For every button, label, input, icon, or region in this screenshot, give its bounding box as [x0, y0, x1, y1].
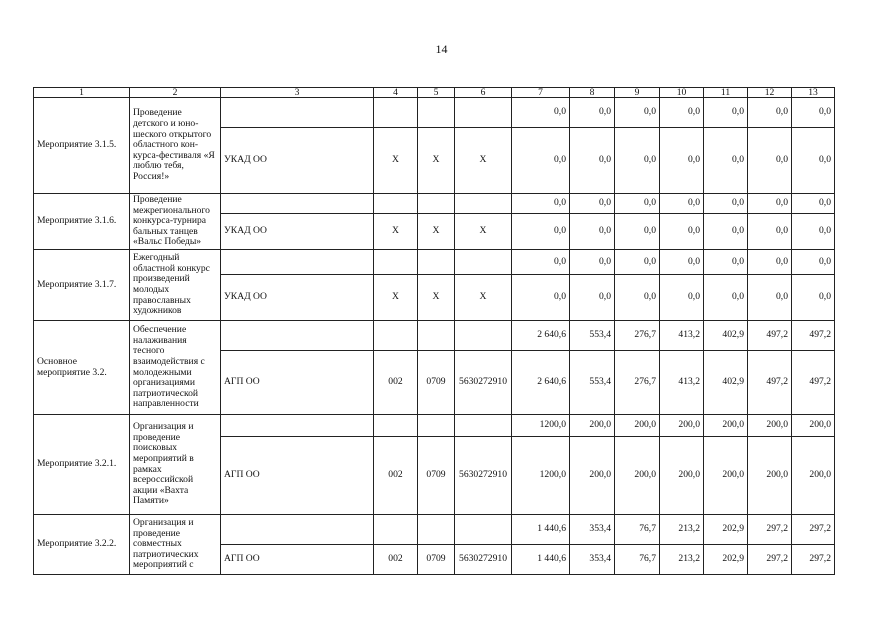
value-cell: 0,0: [704, 275, 748, 321]
header-cell: 7: [512, 88, 570, 98]
value-cell: 497,2: [748, 321, 792, 351]
grbs-cell: 002: [374, 545, 418, 575]
table-row: [34, 250, 835, 275]
header-cell: 1: [34, 88, 130, 98]
event-name-cell: Ежегодный областной конкурс произведений молодых православных художников: [130, 250, 221, 321]
header-cell: 10: [660, 88, 704, 98]
rzpr-cell-empty: [418, 250, 455, 275]
rzpr-cell: X: [418, 214, 455, 250]
value-cell: 200,0: [660, 437, 704, 515]
csr-cell-empty: [455, 515, 512, 545]
value-cell: 402,9: [704, 351, 748, 415]
rzpr-cell-empty: [418, 194, 455, 214]
value-cell: 0,0: [704, 194, 748, 214]
value-cell: 1 440,6: [512, 515, 570, 545]
value-cell: 0,0: [792, 128, 835, 194]
event-code-cell: Мероприятие 3.2.2.: [34, 515, 130, 575]
value-cell: 1 440,6: [512, 545, 570, 575]
value-cell: 0,0: [704, 214, 748, 250]
value-cell: 2 640,6: [512, 321, 570, 351]
responsible-cell: АГП ОО: [221, 351, 374, 415]
table-row: [34, 415, 835, 437]
grbs-cell-empty: [374, 194, 418, 214]
value-cell: 0,0: [615, 194, 660, 214]
value-cell: 0,0: [748, 275, 792, 321]
value-cell: 76,7: [615, 545, 660, 575]
responsible-cell: АГП ОО: [221, 545, 374, 575]
table-row: [34, 194, 835, 214]
value-cell: 497,2: [792, 351, 835, 415]
csr-cell: X: [455, 275, 512, 321]
header-cell: 2: [130, 88, 221, 98]
value-cell: 202,9: [704, 545, 748, 575]
csr-cell: 5630272910: [455, 545, 512, 575]
value-cell: 276,7: [615, 321, 660, 351]
value-cell: 0,0: [570, 250, 615, 275]
page-number: 14: [435, 42, 448, 56]
value-cell: 200,0: [792, 415, 835, 437]
value-cell: 200,0: [570, 437, 615, 515]
responsible-cell-empty: [221, 321, 374, 351]
grbs-cell-empty: [374, 250, 418, 275]
value-cell: 0,0: [660, 214, 704, 250]
value-cell: 276,7: [615, 351, 660, 415]
rzpr-cell-empty: [418, 321, 455, 351]
header-cell: 13: [792, 88, 835, 98]
responsible-cell-empty: [221, 98, 374, 128]
value-cell: 297,2: [748, 545, 792, 575]
event-code-cell: Основное мероприятие 3.2.: [34, 321, 130, 415]
value-cell: 2 640,6: [512, 351, 570, 415]
rzpr-cell-empty: [418, 515, 455, 545]
value-cell: 0,0: [512, 275, 570, 321]
value-cell: 0,0: [704, 250, 748, 275]
value-cell: 0,0: [748, 214, 792, 250]
value-cell: 0,0: [615, 214, 660, 250]
value-cell: 0,0: [792, 214, 835, 250]
grbs-cell-empty: [374, 515, 418, 545]
value-cell: 200,0: [792, 437, 835, 515]
grbs-cell: 002: [374, 437, 418, 515]
value-cell: 402,9: [704, 321, 748, 351]
header-cell: 6: [455, 88, 512, 98]
value-cell: 200,0: [704, 437, 748, 515]
value-cell: 0,0: [660, 98, 704, 128]
value-cell: 0,0: [660, 250, 704, 275]
value-cell: 0,0: [570, 275, 615, 321]
csr-cell-empty: [455, 250, 512, 275]
value-cell: 553,4: [570, 321, 615, 351]
value-cell: 0,0: [512, 128, 570, 194]
value-cell: 553,4: [570, 351, 615, 415]
value-cell: 0,0: [570, 128, 615, 194]
rzpr-cell: 0709: [418, 545, 455, 575]
table-row: [34, 321, 835, 351]
value-cell: 413,2: [660, 351, 704, 415]
grbs-cell-empty: [374, 98, 418, 128]
rzpr-cell: 0709: [418, 351, 455, 415]
responsible-cell: УКАД ОО: [221, 128, 374, 194]
event-name-cell: Обеспечение налаживания тесного взаимодействия с молодежными организациями патриотической направленности: [130, 321, 221, 415]
budget-table: [33, 87, 835, 575]
value-cell: 0,0: [512, 194, 570, 214]
value-cell: 297,2: [748, 515, 792, 545]
header-cell: 12: [748, 88, 792, 98]
event-name-cell: Организация и проведение совместных патриотических мероприятий с: [130, 515, 221, 575]
event-name-cell: Организация и проведение поисковых мероприятий в рамках всероссийской акции «Вахта Памяти»: [130, 415, 221, 515]
csr-cell-empty: [455, 194, 512, 214]
rzpr-cell: X: [418, 275, 455, 321]
value-cell: 0,0: [570, 194, 615, 214]
header-cell: 5: [418, 88, 455, 98]
value-cell: 76,7: [615, 515, 660, 545]
value-cell: 0,0: [748, 250, 792, 275]
value-cell: 297,2: [792, 515, 835, 545]
event-code-cell: Мероприятие 3.2.1.: [34, 415, 130, 515]
value-cell: 497,2: [748, 351, 792, 415]
table-row: [34, 515, 835, 545]
grbs-cell: X: [374, 275, 418, 321]
value-cell: 0,0: [748, 98, 792, 128]
responsible-cell: УКАД ОО: [221, 275, 374, 321]
responsible-cell-empty: [221, 194, 374, 214]
csr-cell-empty: [455, 321, 512, 351]
grbs-cell: X: [374, 128, 418, 194]
event-code-cell: Мероприятие 3.1.6.: [34, 194, 130, 250]
header-cell: 8: [570, 88, 615, 98]
value-cell: 0,0: [704, 98, 748, 128]
value-cell: 297,2: [792, 545, 835, 575]
header-cell: 9: [615, 88, 660, 98]
value-cell: 200,0: [748, 415, 792, 437]
rzpr-cell-empty: [418, 98, 455, 128]
grbs-cell: 002: [374, 351, 418, 415]
rzpr-cell: 0709: [418, 437, 455, 515]
value-cell: 0,0: [615, 98, 660, 128]
value-cell: 0,0: [615, 250, 660, 275]
value-cell: 0,0: [615, 128, 660, 194]
event-code-cell: Мероприятие 3.1.7.: [34, 250, 130, 321]
value-cell: 1200,0: [512, 415, 570, 437]
value-cell: 0,0: [748, 194, 792, 214]
value-cell: 0,0: [704, 128, 748, 194]
value-cell: 213,2: [660, 515, 704, 545]
value-cell: 0,0: [512, 98, 570, 128]
value-cell: 353,4: [570, 515, 615, 545]
value-cell: 200,0: [748, 437, 792, 515]
csr-cell-empty: [455, 415, 512, 437]
grbs-cell: X: [374, 214, 418, 250]
header-cell: 11: [704, 88, 748, 98]
rzpr-cell-empty: [418, 415, 455, 437]
table-row: [34, 98, 835, 128]
value-cell: 0,0: [792, 250, 835, 275]
event-name-cell: Проведение межрегионального конкурса-турнира бальных танцев «Вальс Победы»: [130, 194, 221, 250]
value-cell: 0,0: [660, 194, 704, 214]
csr-cell-empty: [455, 98, 512, 128]
csr-cell: X: [455, 128, 512, 194]
responsible-cell-empty: [221, 415, 374, 437]
header-row: [34, 88, 835, 98]
responsible-cell: АГП ОО: [221, 437, 374, 515]
value-cell: 200,0: [570, 415, 615, 437]
header-cell: 3: [221, 88, 374, 98]
value-cell: 200,0: [660, 415, 704, 437]
value-cell: 353,4: [570, 545, 615, 575]
value-cell: 0,0: [792, 275, 835, 321]
value-cell: 200,0: [704, 415, 748, 437]
csr-cell: 5630272910: [455, 437, 512, 515]
value-cell: 200,0: [615, 415, 660, 437]
csr-cell: 5630272910: [455, 351, 512, 415]
grbs-cell-empty: [374, 415, 418, 437]
value-cell: 497,2: [792, 321, 835, 351]
csr-cell: X: [455, 214, 512, 250]
rzpr-cell: X: [418, 128, 455, 194]
value-cell: 0,0: [660, 275, 704, 321]
event-name-cell: Проведение детского и юно-шеского открытого областного кон-курса-фестиваля «Я люблю тебя, Россия!»: [130, 98, 221, 194]
value-cell: 0,0: [512, 250, 570, 275]
value-cell: 0,0: [615, 275, 660, 321]
value-cell: 213,2: [660, 545, 704, 575]
event-code-cell: Мероприятие 3.1.5.: [34, 98, 130, 194]
value-cell: 0,0: [512, 214, 570, 250]
responsible-cell: УКАД ОО: [221, 214, 374, 250]
value-cell: 0,0: [570, 214, 615, 250]
value-cell: 202,9: [704, 515, 748, 545]
value-cell: 0,0: [792, 194, 835, 214]
value-cell: 413,2: [660, 321, 704, 351]
value-cell: 0,0: [660, 128, 704, 194]
responsible-cell-empty: [221, 250, 374, 275]
header-cell: 4: [374, 88, 418, 98]
grbs-cell-empty: [374, 321, 418, 351]
value-cell: 0,0: [748, 128, 792, 194]
responsible-cell-empty: [221, 515, 374, 545]
value-cell: 0,0: [792, 98, 835, 128]
value-cell: 200,0: [615, 437, 660, 515]
value-cell: 0,0: [570, 98, 615, 128]
value-cell: 1200,0: [512, 437, 570, 515]
